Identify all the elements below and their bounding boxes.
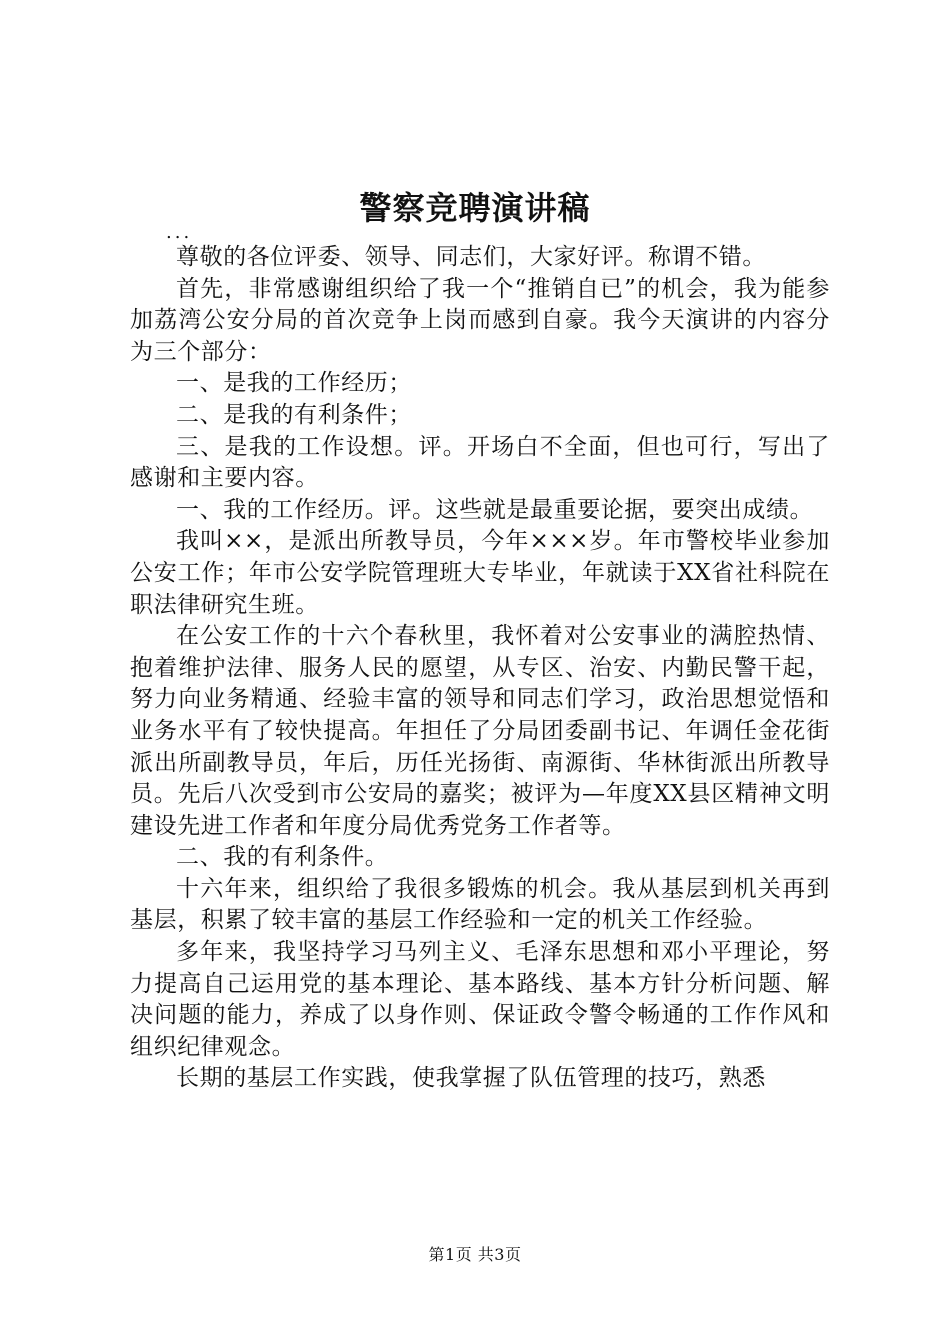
- document-body: [130, 222, 830, 1095]
- paragraph: 二、我的有利条件。: [176, 844, 389, 871]
- paragraph: 尊敬的各位评委、领导、同志们，大家好评。称谓不错。: [176, 244, 766, 270]
- paragraph: 长期的基层工作实践，使我掌握了队伍管理的技巧，熟悉: [176, 1065, 766, 1092]
- paragraph: 多年来，我坚持学习马列主义、毛泽东思想和邓小平理论，努力提高自己运用党的基本理论、基本路线、基本方针分析问题、解决问题的能力，养成了以身作则、保证政令警令畅通的工作作风和组织纪律观念。: [130, 939, 830, 1060]
- paragraph: 首先，非常感谢组织给了我一个“推销自已”的机会，我为能参加荔湾公安分局的首次竞争上岗而感到自豪。我今天演讲的内容分为三个部分：: [130, 275, 830, 365]
- paragraph: 十六年来，组织给了我很多锻炼的机会。我从基层到机关再到基层，积累了较丰富的基层工作经验和一定的机关工作经验。: [130, 875, 830, 934]
- paragraph: 一、是我的工作经历；: [176, 370, 412, 397]
- ellipsis-line: ...: [166, 222, 193, 243]
- paragraph: 在公安工作的十六个春秋里，我怀着对公安事业的满腔热情、抱着维护法律、服务人民的愿望，从专区、治安、内勤民警干起，努力向业务精通、经验丰富的领导和同志们学习，政治思想觉悟和业务水平有了较快提高。年担任了分局团委副书记、年调任金花街派出所副教导员，年后，历任光扬街、南源街、华林街派出所教导员。先后八次受到市公安局的嘉奖；被评为—年度XX县区精神文明建设先进工作者和年度分局优秀党务工作者等。: [130, 623, 830, 839]
- paragraph: 一、我的工作经历。评。这些就是最重要论据，要突出成绩。: [176, 496, 814, 523]
- paragraph: 二、是我的有利条件；: [176, 401, 412, 428]
- paragraph: 三、是我的工作设想。评。开场白不全面，但也可行，写出了感谢和主要内容。: [130, 433, 830, 492]
- document-title: 警察竞聘演讲稿: [359, 189, 591, 227]
- paragraph: 我叫××，是派出所教导员，今年×××岁。年市警校毕业参加公安工作；年市公安学院管理班大专毕业，年就读于XX省社科院在职法律研究生班。: [130, 528, 830, 618]
- page-number-footer: 第1页 共3页: [428, 1245, 522, 1264]
